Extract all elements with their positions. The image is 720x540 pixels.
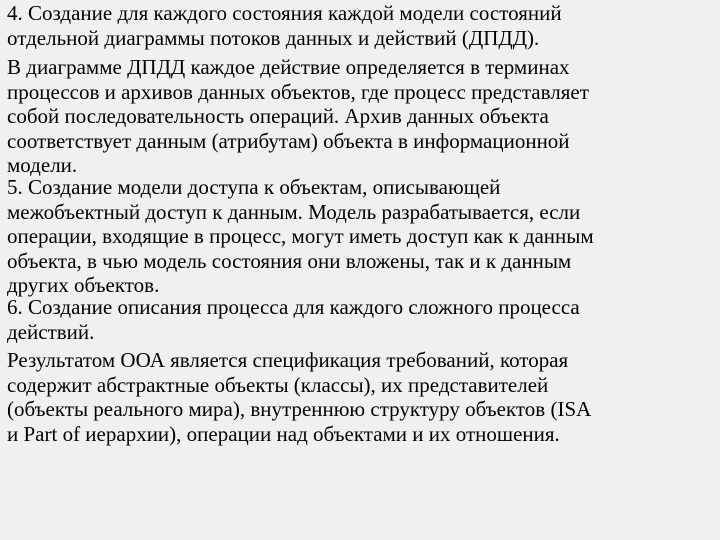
- text-line: и Part of иерархии), операции над объектами и их отношения.: [7, 421, 560, 446]
- text-line: процессов и архивов данных объектов, где процесс представляет: [7, 79, 589, 104]
- paragraph-step-4: [7, 1, 720, 50]
- paragraph-ooa-result: [7, 348, 720, 446]
- paragraph-step-5: [7, 175, 720, 298]
- text-line: отдельной диаграммы потоков данных и действий (ДПДД).: [7, 25, 540, 50]
- paragraph-step-6: [7, 295, 720, 344]
- text-line: модели.: [7, 153, 78, 177]
- text-line: действий.: [7, 319, 95, 344]
- text-line: соответствует данным (атрибутам) объекта в информационной: [7, 128, 570, 153]
- text-line: 5. Создание модели доступа к объектам, описывающей: [7, 175, 501, 199]
- text-line: 6. Создание описания процесса для каждого сложного процесса: [7, 295, 580, 319]
- text-line: операции, входящие в процесс, могут иметь доступ как к данным: [7, 224, 594, 248]
- text-line: собой последовательность операций. Архив данных объекта: [7, 104, 549, 128]
- text-line: межобъектный доступ к данным. Модель разрабатывается, если: [7, 199, 581, 224]
- text-line: В диаграмме ДПДД каждое действие определяется в терминах: [7, 55, 570, 79]
- text-line: (объекты реального мира), внутреннюю структуру объектов (ISA: [7, 397, 592, 421]
- paragraph-dpdd-description: [7, 55, 720, 178]
- text-line: других объектов.: [7, 273, 160, 297]
- text-line: объекта, в чью модель состояния они вложены, так и к данным: [7, 248, 572, 273]
- text-line: содержит абстрактные объекты (классы), их представителей: [7, 372, 549, 397]
- text-line: 4. Создание для каждого состояния каждой модели состояний: [7, 1, 562, 25]
- text-line: Результатом ООА является спецификация требований, которая: [7, 348, 569, 372]
